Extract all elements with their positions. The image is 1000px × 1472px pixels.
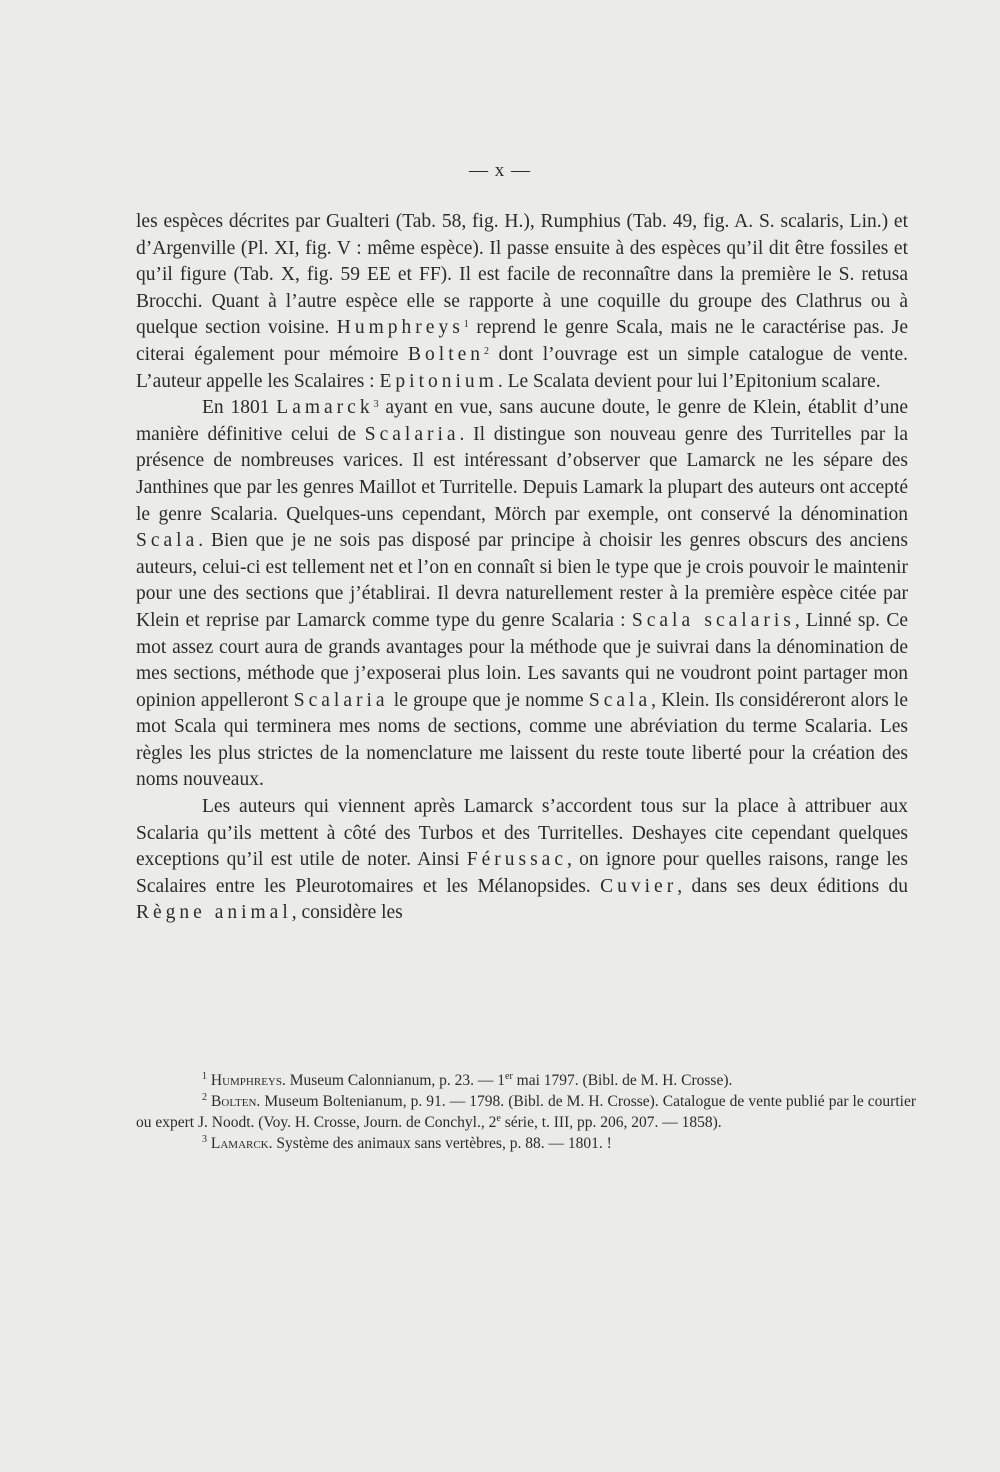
paragraph-3 <box>136 794 908 927</box>
author-name-bolten: Bolten <box>408 343 485 365</box>
footnote-3 <box>136 1133 916 1154</box>
footnote-author: Bolten <box>211 1093 257 1110</box>
text-run: , Linné sp. Ce mot assez court aura de grands avantages pour la méthode que je suivrai dans la dénomination de mes sections, méthode que j’exposerai plus loin. Les savants qui ne voudront point partager mon opinion appelleront <box>136 609 908 711</box>
text-run: le groupe que je nomme <box>388 689 589 711</box>
footnote-text: série, t. III, pp. 206, 207. — 1858). <box>500 1114 722 1131</box>
author-name-cuvier: Cuvier <box>600 875 678 897</box>
text-run: . Il distingue son nouveau genre des Turritelles par la présence de nombreuses varices. Il est intéressant d’observer que Lamarck ne les sépare des Janthines que par les genres Maillot et Turritelle. Depuis Lamark la plupart des auteurs ont accepté le genre Scalaria. Quelques-uns cependant, Mörch par exemple, ont conservé la dénomination <box>136 423 908 525</box>
work-title-regne-animal: Règne animal <box>136 902 292 924</box>
text-run: , on ignore pour quelles raisons, range les Scalaires entre les Pleurotomaires et les Mélanopsides. <box>136 849 908 897</box>
footnotes <box>136 1070 916 1154</box>
genus-name-scalaria: Scalaria <box>364 423 460 445</box>
footnote-text: mai 1797. (Bibl. de M. H. Crosse). <box>512 1072 733 1089</box>
footnote-ref-2: 2 <box>484 345 490 357</box>
author-name-lamarck: Lamarck <box>276 397 374 419</box>
footnote-author: Lamarck <box>210 1135 269 1152</box>
footnote-superscript: er <box>505 1071 513 1082</box>
text-run: . Bien que je ne sois pas disposé par principe à choisir les genres obscurs des anciens auteurs, celui-ci est tellement net et l’on en connaît si bien le type que je crois pouvoir le maintenir pour une des sections que j’établirai. Il devra naturellement rester à la première espèce citée par Klein et reprise par Lamarck comme type du genre Scalaria : <box>136 530 908 631</box>
author-name-humphreys: Humphreys <box>336 317 464 339</box>
footnote-text: . Museum Calonnianum, p. 23. — 1 <box>281 1072 506 1089</box>
text-run: les espèces décrites par Gualteri (Tab. 58, fig. H.), Rumphius (Tab. 49, fig. A. S. scalaris, Lin.) et d’Argenville (Pl. XI, fig. V : même espèce). Il passe ensuite à des espèces qu’il dit être fossiles et qu’il figure (Tab. X, fig. 59 EE et FF). Il est facile de reconnaître dans la première le S. retusa Brocchi. Quant à l’autre espèce elle se rapporte à une coquille du groupe des Clathrus ou à quelque section voisine. <box>136 211 908 339</box>
footnote-ref-3: 3 <box>373 399 379 411</box>
author-name-ferussac: Férussac <box>466 849 567 871</box>
footnote-1 <box>136 1070 916 1091</box>
paragraph-1 <box>136 209 908 395</box>
genus-name-scala: Scala <box>588 689 652 711</box>
text-run: , considère les <box>291 902 403 924</box>
footnote-mark: 1 <box>202 1071 207 1082</box>
footnote-ref-1: 1 <box>463 319 469 331</box>
footnote-2 <box>136 1091 916 1133</box>
text-run: reprend le genre Scala, mais ne le caractérise pas. Je citerai également pour mémoire <box>136 317 908 365</box>
genus-name-scalaria: Scalaria <box>293 689 389 711</box>
footnote-text: . Museum Boltenianum, p. 91. — 1798. (Bibl. de M. H. Crosse). Catalogue de vente publié par le courtier ou expert J. Noodt. (Voy. H. Crosse, Journ. de Conchyl., 2 <box>136 1093 916 1131</box>
text-run: , Klein. Ils considéreront alors le mot Scala qui terminera mes noms de sections, comme une abréviation du terme Scalaria. Les règles les plus strictes de la nomenclature me laissent du reste toute liberté pour la création des noms nouveaux. <box>136 689 908 791</box>
species-name-scala-scalaris: Scala scalaris <box>631 609 795 631</box>
footnote-text: . Système des animaux sans vertèbres, p. 88. — 1801. ! <box>268 1135 612 1152</box>
paragraph-2 <box>136 395 908 794</box>
text-run: En 1801 <box>202 397 277 419</box>
footnote-mark: 3 <box>202 1134 207 1145</box>
text-run: ayant en vue, sans aucune doute, le genre de Klein, établit d’une manière définitive celui de <box>136 397 908 445</box>
page-number: — x — <box>469 160 531 181</box>
text-run: dont l’ouvrage est un simple catalogue de vente. L’auteur appelle les Scalaires : <box>136 343 908 392</box>
text-run: , dans ses deux éditions du <box>677 875 909 897</box>
text-run: . Le Scalata devient pour lui l’Epitonium scalare. <box>497 370 881 392</box>
footnote-mark: 2 <box>202 1092 207 1103</box>
body-text <box>136 209 908 927</box>
footnote-author: Humphreys <box>210 1072 282 1089</box>
text-run: Les auteurs qui viennent après Lamarck s’accordent tous sur la place à attribuer aux Scalaria qu’ils mettent à côté des Turbos et des Turritelles. Deshayes cite cependant quelques exceptions qu’il est utile de noter. Ainsi <box>136 796 908 871</box>
footnote-superscript: e <box>496 1113 501 1124</box>
genus-name-epitonium: Epitonium <box>379 370 498 392</box>
genus-name-scala: Scala <box>136 530 199 552</box>
